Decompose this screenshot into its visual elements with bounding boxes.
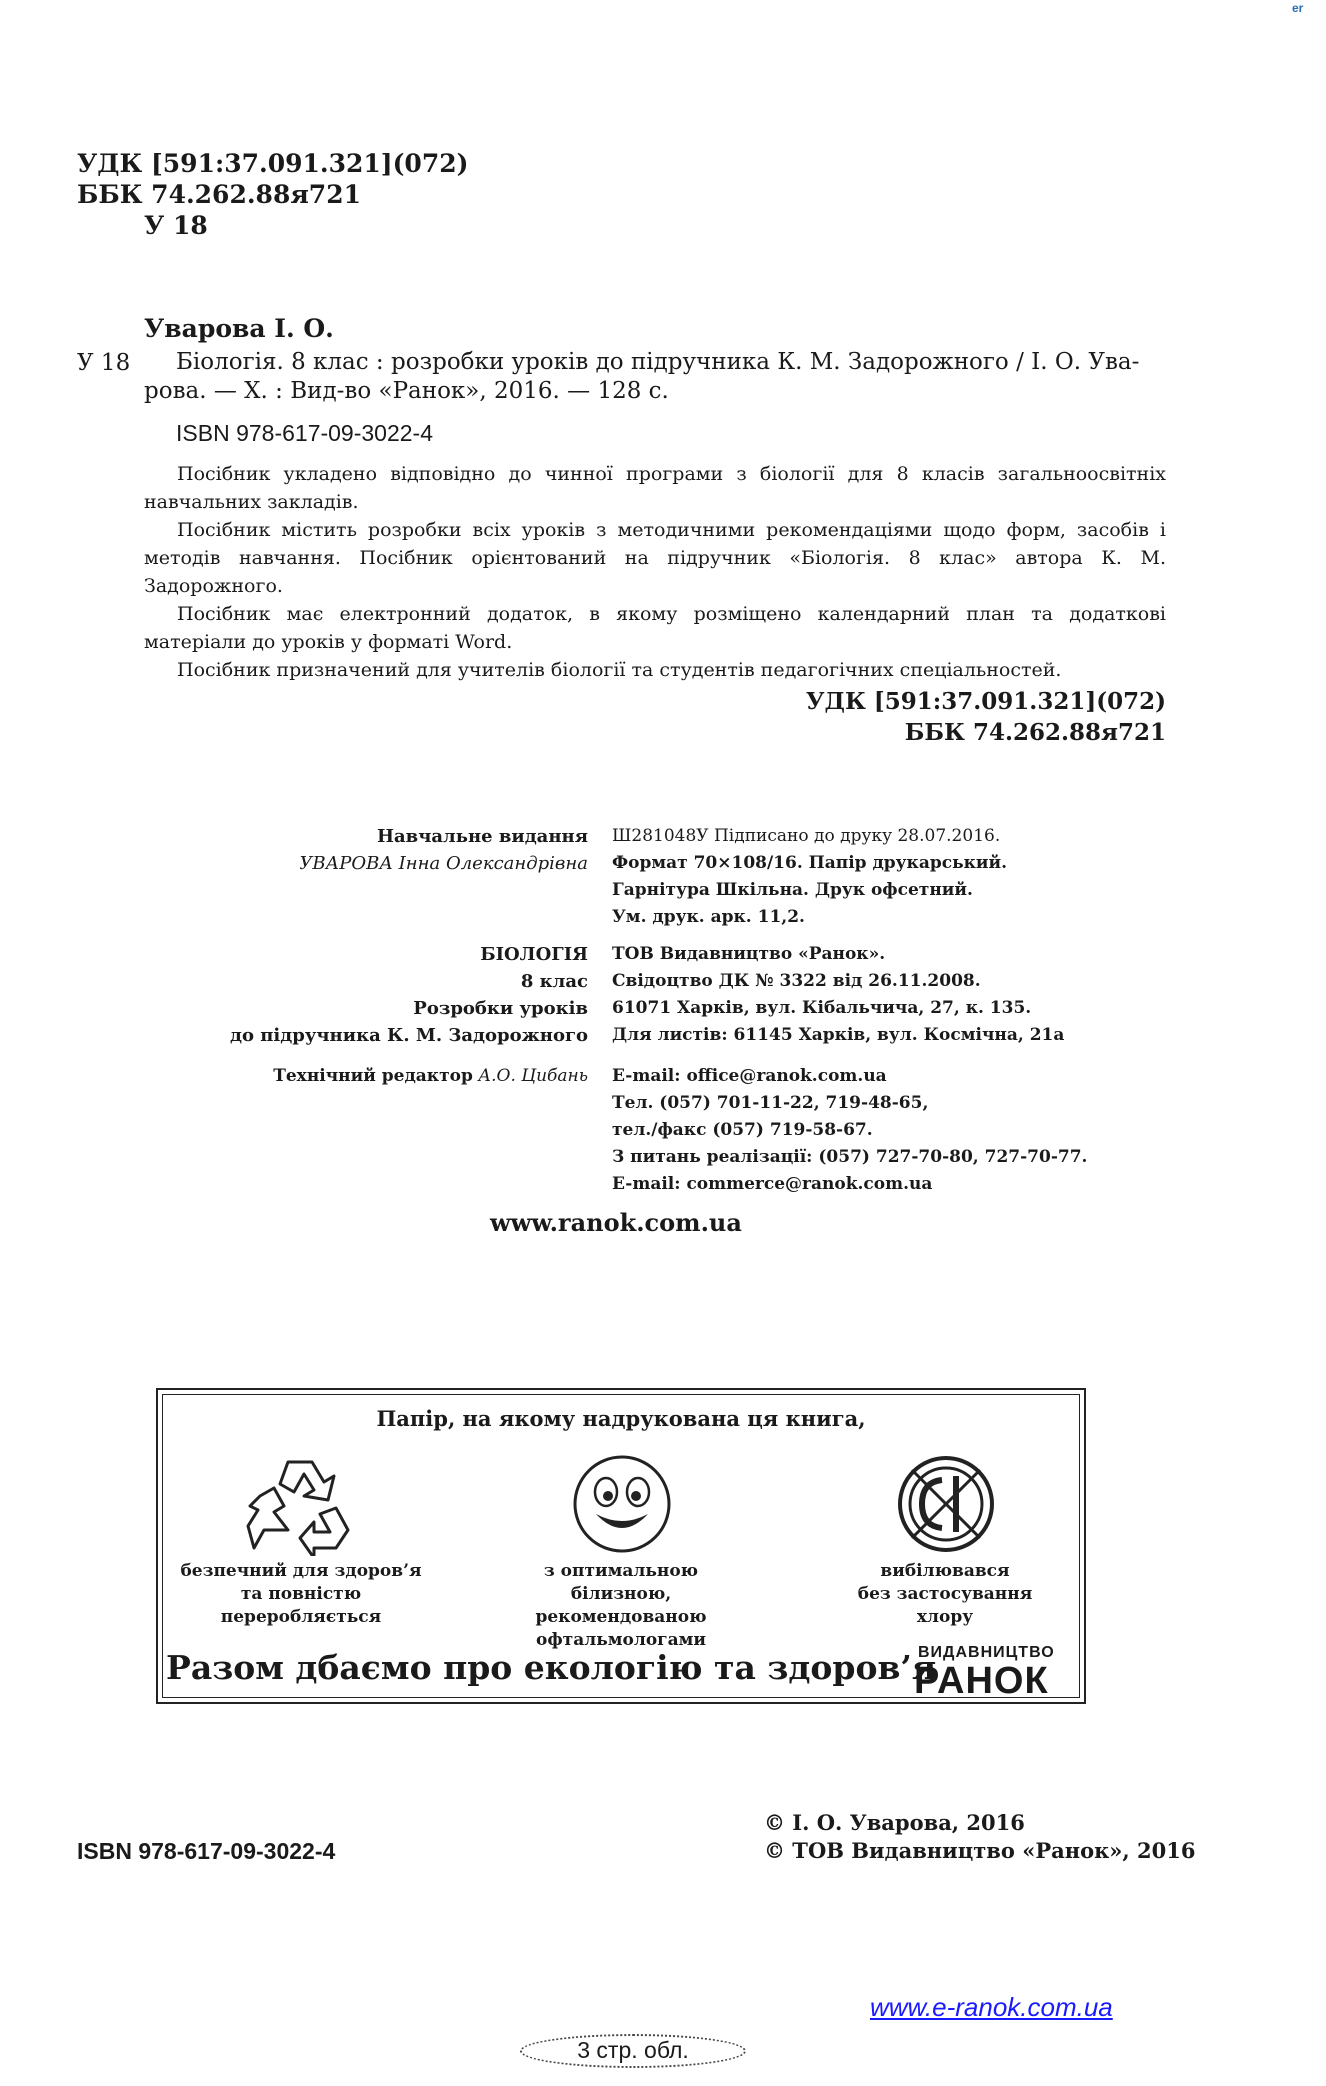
isbn-bottom: ISBN 978-617-09-3022-4: [77, 1838, 336, 1864]
book-subtitle-1: Розробки уроків: [413, 998, 588, 1019]
eco-slogan: Разом дбаємо про екологію та здоров’я: [166, 1648, 937, 1687]
book-grade: 8 клас: [520, 971, 588, 992]
eco-caption-3: [820, 1560, 1070, 1629]
eco-caption-line: з оптимальною білизною,: [543, 1561, 699, 1604]
eco-caption-line: та повністю: [240, 1584, 362, 1604]
eco-caption-line: офтальмологами: [536, 1630, 706, 1650]
contact-line: E-mail: commerce@ranok.com.ua: [612, 1174, 933, 1194]
annotation-paragraph: Посібник призначений для учителів біології та студентів педагогічних спеціальностей.: [177, 659, 1062, 681]
ranok-logo-small: ВИДАВНИЦТВО: [918, 1644, 1055, 1661]
corner-logo-text: er: [1292, 1, 1304, 15]
eco-caption-line: вибілювався: [880, 1561, 1010, 1581]
ranok-logo: РАНОК: [914, 1660, 1049, 1702]
classification-right: [806, 686, 1166, 748]
eco-caption-1: [176, 1560, 426, 1629]
print-line: Гарнітура Шкільна. Друк офсетний.: [612, 880, 973, 900]
publisher-line: ТОВ Видавництво «Ранок».: [612, 944, 886, 964]
classification-block: [77, 148, 468, 241]
bbk-code-right: ББК 74.262.88я721: [904, 719, 1166, 746]
eco-caption-2: [496, 1560, 746, 1652]
tech-editor-name: А.О. Цибань: [478, 1066, 588, 1086]
udk-code: УДК [591:37.091.321](072): [77, 149, 469, 178]
bib-author-mark: У 18: [77, 350, 131, 376]
eco-heading: Папір, на якому надрукована ця книга,: [376, 1406, 866, 1431]
publisher-line: Свідоцтво ДК № 3322 від 26.11.2008.: [612, 971, 981, 991]
contact-line: тел./факс (057) 719-58-67.: [612, 1120, 873, 1140]
contact-line: Тел. (057) 701-11-22, 719-48-65,: [612, 1093, 929, 1113]
eco-caption-line: без застосування: [857, 1584, 1033, 1604]
contact-line: E-mail: office@ranok.com.ua: [612, 1066, 887, 1086]
bib-title-line-2: рова. — Х. : Вид-во «Ранок», 2016. — 128 с.: [144, 378, 669, 404]
print-line: Ш281048У Підписано до друку 28.07.2016.: [612, 826, 1001, 846]
contact-line: З питань реалізації: (057) 727-70-80, 727-70-77.: [612, 1147, 1088, 1167]
copyright-line: © І. О. Уварова, 2016: [764, 1810, 1025, 1835]
eco-paper-box: [156, 1388, 1086, 1704]
udk-code-right: УДК [591:37.091.321](072): [805, 688, 1166, 715]
eco-caption-line: хлору: [916, 1607, 974, 1627]
print-line: Формат 70×108/16. Папір друкарський.: [612, 853, 1008, 873]
annotation: [144, 460, 1166, 684]
isbn-top: ISBN 978-617-09-3022-4: [176, 420, 433, 446]
annotation-paragraph: Посібник має електронний додаток, в якому розміщено календарний план та додаткові матеріали до уроків у форматі Word.: [144, 603, 1166, 653]
eco-caption-line: переробляється: [220, 1607, 382, 1627]
author-full-name: УВАРОВА Інна Олександрівна: [299, 853, 588, 874]
tech-editor-label: Технічний редактор: [273, 1066, 473, 1086]
annotation-paragraph: Посібник укладено відповідно до чинної програми з біології для 8 класів загальноосвітніх навчальних закладів.: [144, 463, 1166, 513]
publisher-line: Для листів: 61145 Харків, вул. Космічна, 21а: [612, 1025, 1065, 1045]
tech-editor: [273, 1066, 588, 1086]
publisher-website: www.ranok.com.ua: [490, 1208, 742, 1237]
print-line: Ум. друк. арк. 11,2.: [612, 907, 805, 927]
eco-caption-line: рекомендованою: [535, 1607, 707, 1627]
annotation-paragraph: Посібник містить розробки всіх уроків з методичними рекомендаціями щодо форм, засобів і методів навчання. Посібник орієнтований на підручник «Біологія. 8 клас» автора К. М. Задорожного.: [144, 519, 1166, 597]
bib-title-line: Біологія. 8 клас : розробки уроків до підручника К. М. Задорожного / І. О. Ува-: [176, 349, 1140, 375]
author-mark: У 18: [144, 211, 208, 240]
bib-author: Уварова І. О.: [144, 314, 334, 343]
eranok-link[interactable]: www.e-ranok.com.ua: [870, 1992, 1113, 2022]
book-title: БІОЛОГІЯ: [480, 944, 588, 965]
recycle-icon: [244, 1452, 356, 1556]
copyright-line: © ТОВ Видавництво «Ранок», 2016: [764, 1838, 1196, 1863]
book-subtitle-2: до підручника К. М. Задорожного: [229, 1025, 588, 1046]
eco-caption-line: безпечний для здоров’я: [180, 1561, 422, 1581]
publisher-line: 61071 Харків, вул. Кібальчича, 27, к. 135.: [612, 998, 1032, 1018]
edition-type: Навчальне видання: [377, 826, 588, 847]
page-stamp: 3 стр. обл.: [520, 2034, 746, 2068]
no-chlorine-icon: [894, 1452, 998, 1556]
publisher-corner-logo: [1290, 0, 1320, 16]
smiley-icon: [570, 1452, 674, 1556]
bbk-code: ББК 74.262.88я721: [77, 180, 361, 209]
